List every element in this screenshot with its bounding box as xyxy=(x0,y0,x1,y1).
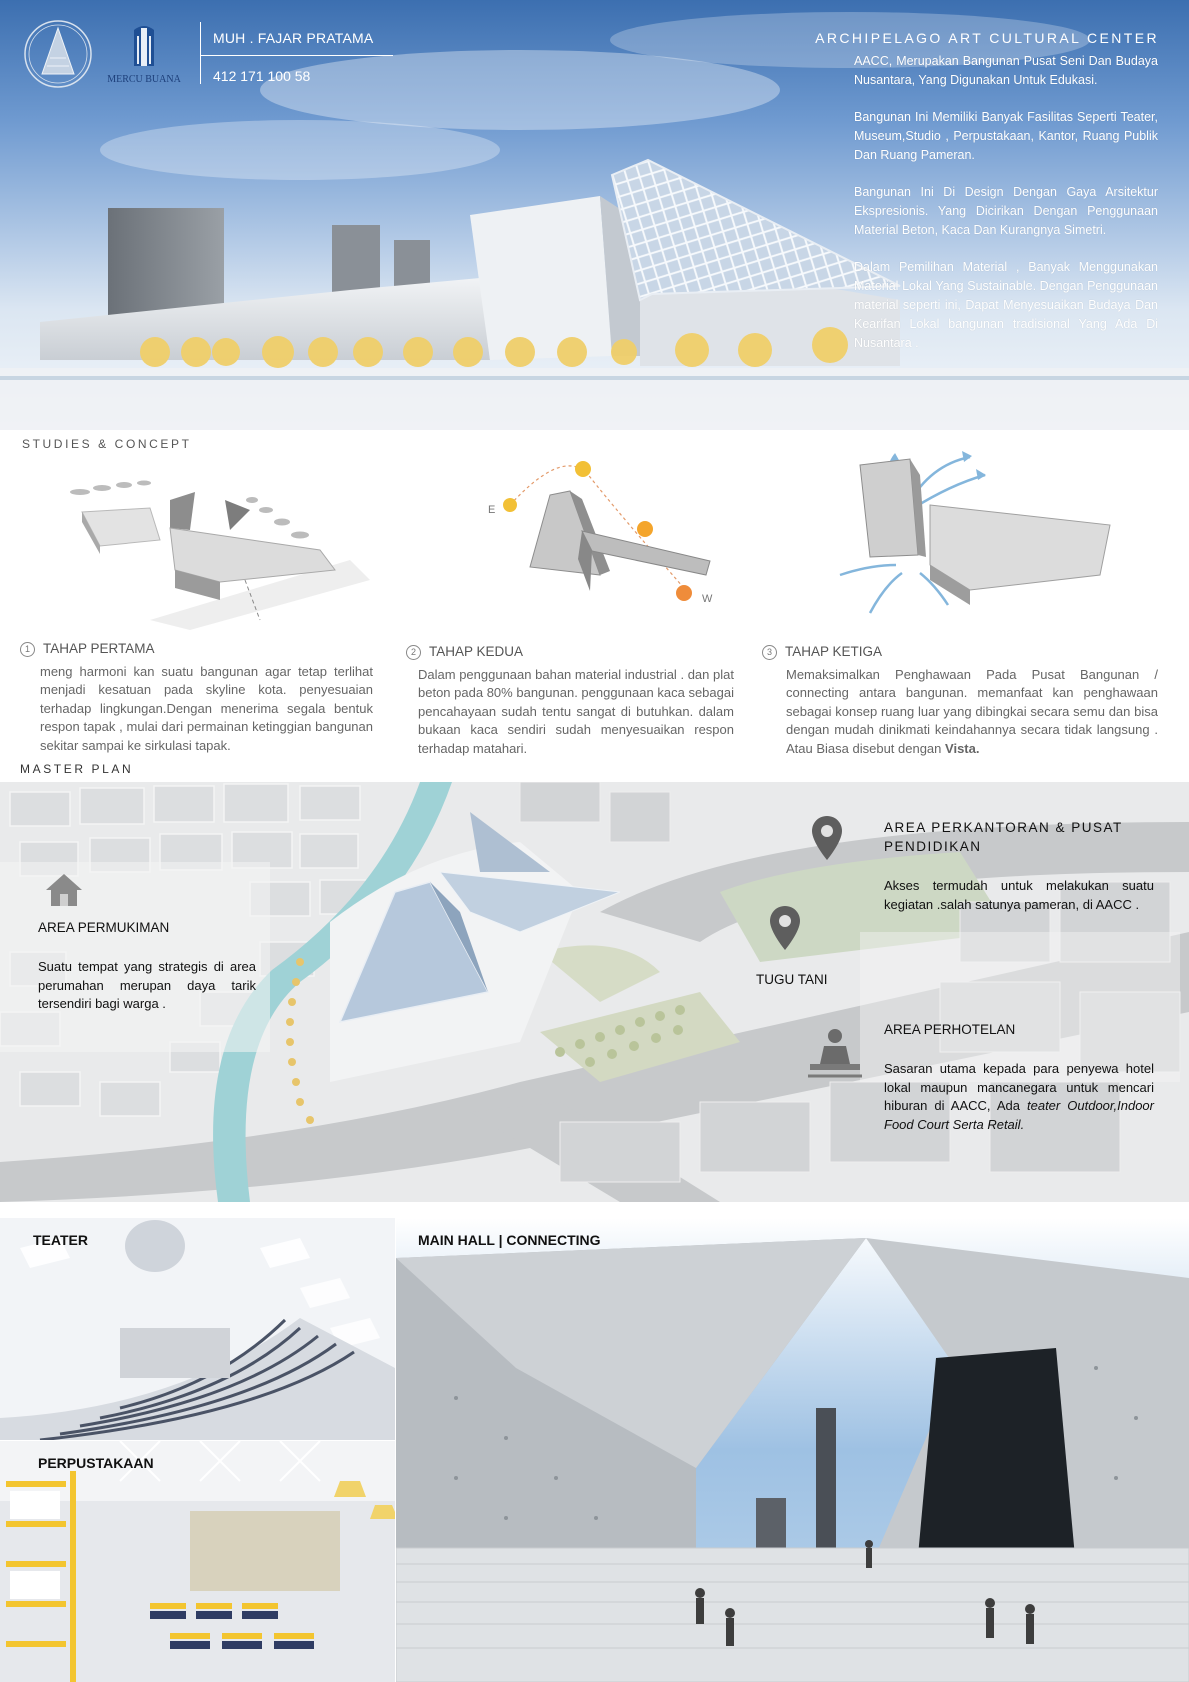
step-body: Dalam penggunaan bahan material industrial . dan plat beton pada 80% bangunan. penggunaan kaca sebagai pencahayaan sudah tentu sangat di butuhkan. dalam bukaan kaca sendiri sudah menyesuaikan respon terhadap matahari. xyxy=(418,666,734,756)
step-2 xyxy=(410,643,734,758)
area-perhotelan-facilities: teater Outdoor,Indoor Food Court Serta Retail. xyxy=(884,1098,1154,1132)
house-icon xyxy=(44,872,84,908)
intro-text xyxy=(854,52,1158,371)
hotel-receptionist-icon xyxy=(806,1026,864,1084)
university-emblem-icon xyxy=(104,22,184,74)
step-title: TAHAP KEDUA xyxy=(429,644,524,659)
intro-paragraph: AACC, Merupakan Bangunan Pusat Seni Dan Budaya Nusantara, Yang Digunakan Untuk Edukasi. xyxy=(854,54,1158,87)
teater-title: TEATER xyxy=(33,1232,88,1248)
sun-icon xyxy=(503,461,692,601)
step-number: 2 xyxy=(406,645,421,660)
library-interior-render xyxy=(0,1441,395,1682)
compass-west-label: W xyxy=(702,593,713,605)
studies-section-label: STUDIES & CONCEPT xyxy=(22,437,192,451)
intro-paragraph: Dalam Pemilihan Material , Banyak Menggunakan Material Lokal Yang Sustainable. Dengan Penggunaan material seperti ini, Dapat Menyesuaikan Budaya Dan Kearifan Lokal bangunan tradisional Yang Ada Di Nusantara . xyxy=(854,260,1158,350)
location-pin-icon xyxy=(768,904,802,952)
step-number: 1 xyxy=(20,642,35,657)
intro-paragraph: Bangunan Ini Di Design Dengan Gaya Arsitektur Ekspresionis. Yang Dicirikan Dengan Penggunaan Material Beton, Kaca Dan Kurangnya Simetri. xyxy=(854,185,1158,237)
step-body-emphasis: Vista. xyxy=(945,740,980,756)
area-perhotelan-text xyxy=(884,1060,1154,1134)
area-perhotelan-title: AREA PERHOTELAN xyxy=(884,1022,1016,1037)
teater-interior-render xyxy=(0,1218,395,1440)
step-3 xyxy=(766,643,1158,758)
master-plan-section-label: MASTER PLAN xyxy=(20,762,134,776)
student-id: 412 171 100 58 xyxy=(213,68,311,84)
main-hall-render-image xyxy=(396,1218,1189,1682)
project-title: ARCHIPELAGO ART CULTURAL CENTER xyxy=(815,30,1159,46)
area-permukiman-title: AREA PERMUKIMAN xyxy=(38,920,170,935)
area-perkantoran-title: AREA PERKANTORAN & PUSAT PENDIDIKAN xyxy=(884,820,1123,854)
area-perkantoran-text: Akses termudah untuk melakukan suatu kegiatan .salah satunya pameran, di AACC . xyxy=(884,878,1154,912)
tugu-tani-label: TUGU TANI xyxy=(756,972,828,987)
step-title: TAHAP PERTAMA xyxy=(43,641,155,656)
faculty-logo-icon xyxy=(22,18,94,90)
study-3-diagram xyxy=(800,445,1130,620)
step-title: TAHAP KETIGA xyxy=(785,644,883,659)
author-name: MUH . FAJAR PRATAMA xyxy=(213,30,374,46)
teater-render xyxy=(0,1218,395,1440)
step-1 xyxy=(20,640,373,755)
author-id-box xyxy=(200,22,392,84)
perpustakaan-render xyxy=(0,1441,395,1682)
location-pin-icon xyxy=(810,814,844,862)
step-number: 3 xyxy=(762,645,777,660)
divider xyxy=(201,55,393,56)
step-body xyxy=(786,666,1158,759)
main-hall-render xyxy=(396,1218,1189,1682)
university-logo xyxy=(104,22,184,92)
perpustakaan-title: PERPUSTAKAAN xyxy=(38,1455,154,1471)
master-plan-map xyxy=(0,782,1189,1202)
study-2-diagram xyxy=(470,455,750,615)
hero-render xyxy=(0,0,1189,430)
area-permukiman-text: Suatu tempat yang strategis di area perumahan merupan daya tarik tersendiri bagi warga . xyxy=(38,959,256,1011)
area-perhotelan-body: Sasaran utama kepada para penyewa hotel lokal maupun mancanegara untuk mencari hiburan di AACC, Ada xyxy=(884,1061,1154,1113)
university-name: MERCU BUANA xyxy=(107,74,181,85)
main-hall-title: MAIN HALL | CONNECTING xyxy=(418,1232,601,1248)
intro-paragraph: Bangunan Ini Memiliki Banyak Fasilitas Seperti Teater, Museum,Studio , Perpustakaan, Kantor, Ruang Publik Dan Ruang Pameran. xyxy=(854,110,1158,162)
study-1-diagram xyxy=(20,470,370,630)
step-body: meng harmoni kan suatu bangunan agar tetap terlihat menjadi kesatuan pada skyline kota. penyesuaian terhadap lingkungan.Dengan menerima segala bentuk respon tapak , mulai dari permainan ketinggian bangunan sekitar sampai ke sirkulasi tapak. xyxy=(40,663,373,753)
compass-east-label: E xyxy=(488,504,496,516)
step-body-text: Memaksimalkan Penghawaan Pada Pusat Bangunan / connecting antara bangunan. memanfaat kan penghawaan sebagai konsep ruang luar yang dibingkai secara semu dan bisa dengan mudah dinikmati keindahannya secara tidak langsung . Atau Biasa disebut dengan xyxy=(786,666,1158,756)
